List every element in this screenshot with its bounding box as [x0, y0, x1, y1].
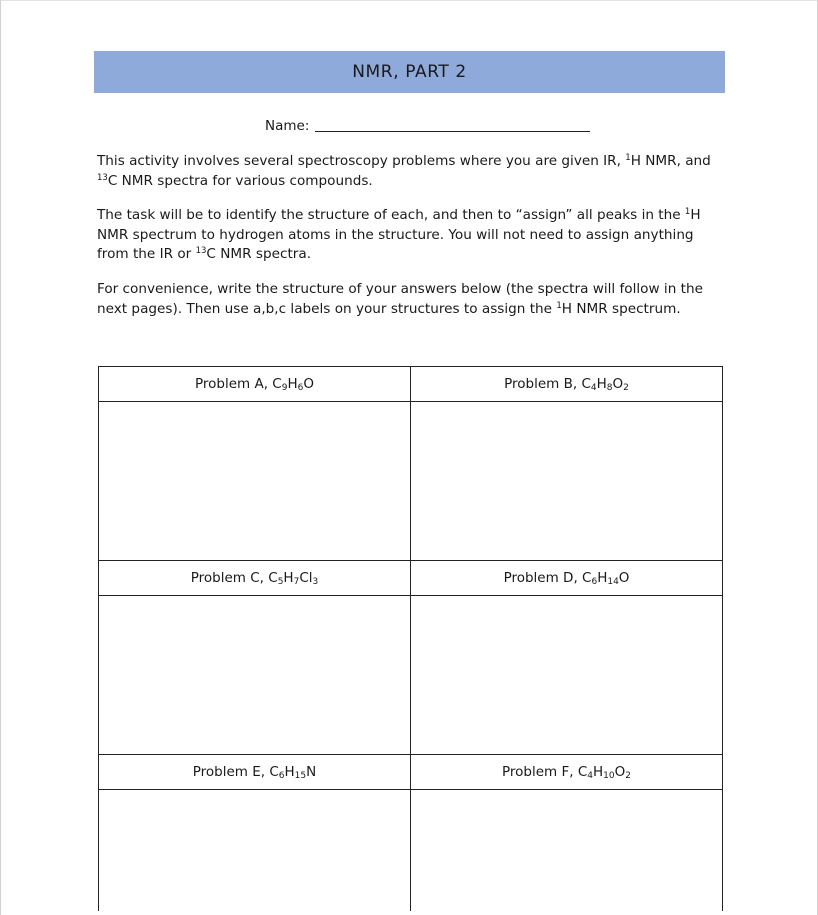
page-title: NMR, PART 2 [352, 62, 467, 82]
problem-f-header: Problem F, $C_4H_{10}O_2$ [411, 755, 723, 790]
intro-paragraph-1: This activity involves several spectroscopy problems where you are given IR, $^1$H NMR, and $^{13}$C NMR spectra for various compounds. [97, 153, 711, 189]
intro-paragraph-2: The task will be to identify the structure of each, and then to “assign” all peaks in the $^1$H NMR spectrum to hydrogen atoms in the structure. You will not need to assign anything from the IR or $^{13}$C NMR spectra. [97, 207, 701, 262]
name-row [265, 114, 590, 134]
intro-paragraph-3: For convenience, write the structure of your answers below (the spectra will follow in the next pages). Then use a,b,c labels on your structures to assign the $^1$H NMR spectrum. [97, 281, 703, 317]
problem-b-answer-box[interactable] [411, 402, 723, 561]
answer-grid [98, 366, 723, 911]
problem-a-answer-box[interactable] [99, 402, 411, 561]
problem-e-header: Problem E, $C_6H_{15}N$ [99, 755, 411, 790]
problem-a-header: Problem A, $C_9H_6O$ [99, 367, 411, 402]
problem-d-header: Problem D, $C_6H_{14}O$ [411, 561, 723, 596]
problem-c-header: Problem C, $C_5H_7Cl_3$ [99, 561, 411, 596]
name-label: Name: [265, 118, 310, 134]
name-blank-line[interactable] [315, 131, 590, 132]
problem-e-answer-box[interactable] [99, 790, 411, 912]
problem-d-answer-box[interactable] [411, 596, 723, 755]
problem-b-header: Problem B, $C_4H_8O_2$ [411, 367, 723, 402]
problem-c-answer-box[interactable] [99, 596, 411, 755]
problem-f-answer-box[interactable] [411, 790, 723, 912]
title-banner [94, 51, 725, 93]
